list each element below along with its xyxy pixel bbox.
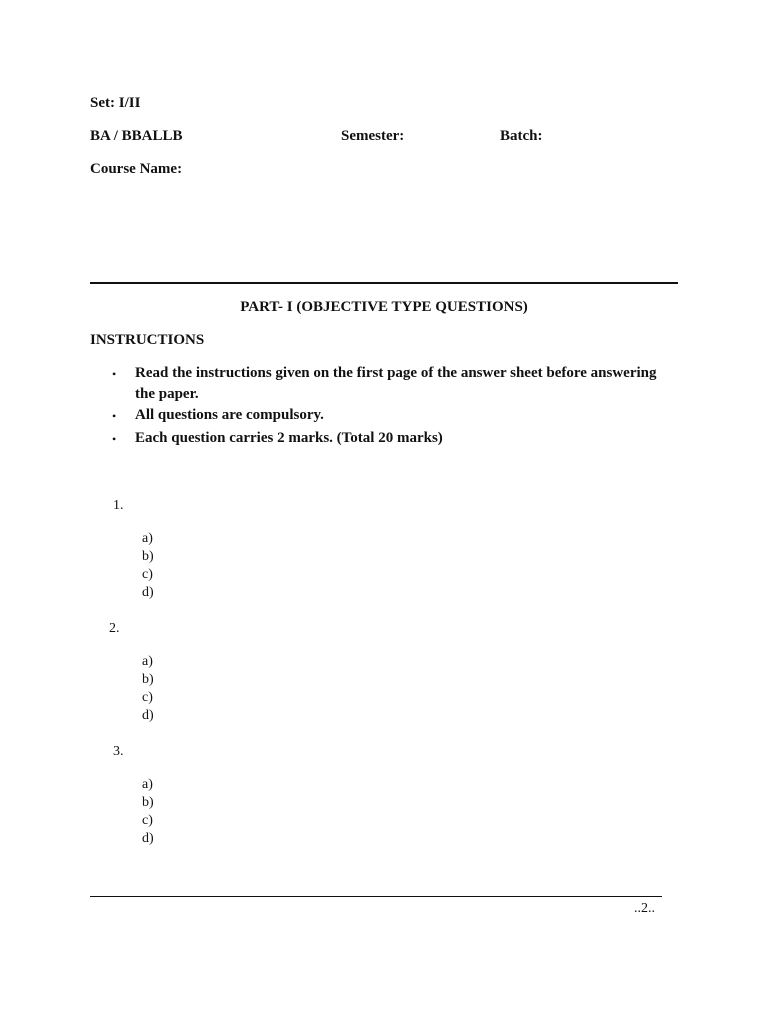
top-divider — [90, 282, 678, 284]
bullet-icon: • — [112, 432, 117, 446]
option-a: a) — [142, 531, 153, 546]
set-label: Set: I/II — [90, 95, 141, 111]
page-indicator: ..2.. — [634, 901, 655, 916]
bottom-divider — [90, 896, 662, 897]
part-title: PART- I (OBJECTIVE TYPE QUESTIONS) — [240, 299, 528, 315]
bullet-icon: • — [112, 409, 117, 423]
question-number: 1. — [113, 498, 124, 513]
course-name-label: Course Name: — [90, 161, 183, 177]
option-c: c) — [142, 690, 153, 705]
bullet-icon: • — [112, 367, 117, 381]
option-d: d) — [142, 831, 154, 846]
option-b: b) — [142, 549, 154, 564]
program-label: BA / BBALLB — [90, 128, 183, 144]
option-c: c) — [142, 567, 153, 582]
option-b: b) — [142, 672, 154, 687]
option-c: c) — [142, 813, 153, 828]
option-a: a) — [142, 654, 153, 669]
option-d: d) — [142, 708, 154, 723]
instruction-item: Each question carries 2 marks. (Total 20 marks) — [135, 430, 443, 446]
instruction-item: All questions are compulsory. — [135, 407, 324, 423]
question-number: 2. — [109, 621, 120, 636]
batch-label: Batch: — [500, 128, 543, 144]
option-d: d) — [142, 585, 154, 600]
question-number: 3. — [113, 744, 124, 759]
instruction-item: Read the instructions given on the first page of the answer sheet before answering the paper. — [135, 365, 657, 402]
semester-label: Semester: — [341, 128, 405, 144]
option-a: a) — [142, 777, 153, 792]
instructions-heading: INSTRUCTIONS — [90, 332, 205, 348]
option-b: b) — [142, 795, 154, 810]
